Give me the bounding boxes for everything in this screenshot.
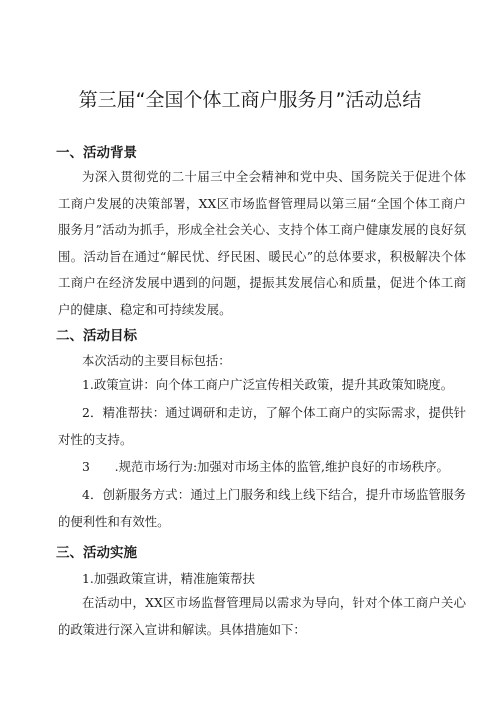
goal-item-1: 1.政策宣讲：向个体工商户广泛宣传相关政策，提升其政策知晓度。 (82, 377, 454, 392)
goal-item-3: 3 .规范市场行为:加强对市场主体的监管,维护良好的市场秩序。 (82, 459, 449, 474)
goals-intro: 本次活动的主要目标包括： (82, 353, 231, 368)
section-heading-background: 一、活动背景 (56, 145, 137, 161)
implementation-subheading: 1.加强政策宣讲，精准施策帮扶 (82, 571, 255, 586)
background-paragraph: 为深入贯彻党的二十届三中全会精神和党中央、国务院关于促进个体工商户发展的决策部署，XX区市场监督管理局以第三届“全国个体工商户服务月”活动为抓手，形成全社会关心、支持个体工商户健康发展的良好氛围。活动旨在通过“解民忧、纾民困、暖民心”的总体要求，积极解决个体工商户在经济发展中遇到的问题，提振其发展信心和质量，促进个体工商户的健康、稳定和可持续发展。 (58, 169, 466, 317)
goal-item-2: 2．精准帮扶：通过调研和走访，了解个体工商户的实际需求，提供针对性的支持。 (58, 405, 466, 447)
section-heading-goals: 二、活动目标 (56, 328, 137, 344)
section-heading-implementation: 三、活动实施 (56, 545, 137, 561)
implementation-paragraph: 在活动中，XX区市场监督管理局以需求为导向，针对个体工商户关心的政策进行深入宣讲和解读。具体措施如下： (58, 595, 466, 637)
goal-item-4: 4．创新服务方式：通过上门服务和线上线下结合，提升市场监管服务的便利性和有效性。 (58, 487, 466, 529)
document-title: 第三届“全国个体工商户服务月”活动总结 (78, 89, 422, 111)
